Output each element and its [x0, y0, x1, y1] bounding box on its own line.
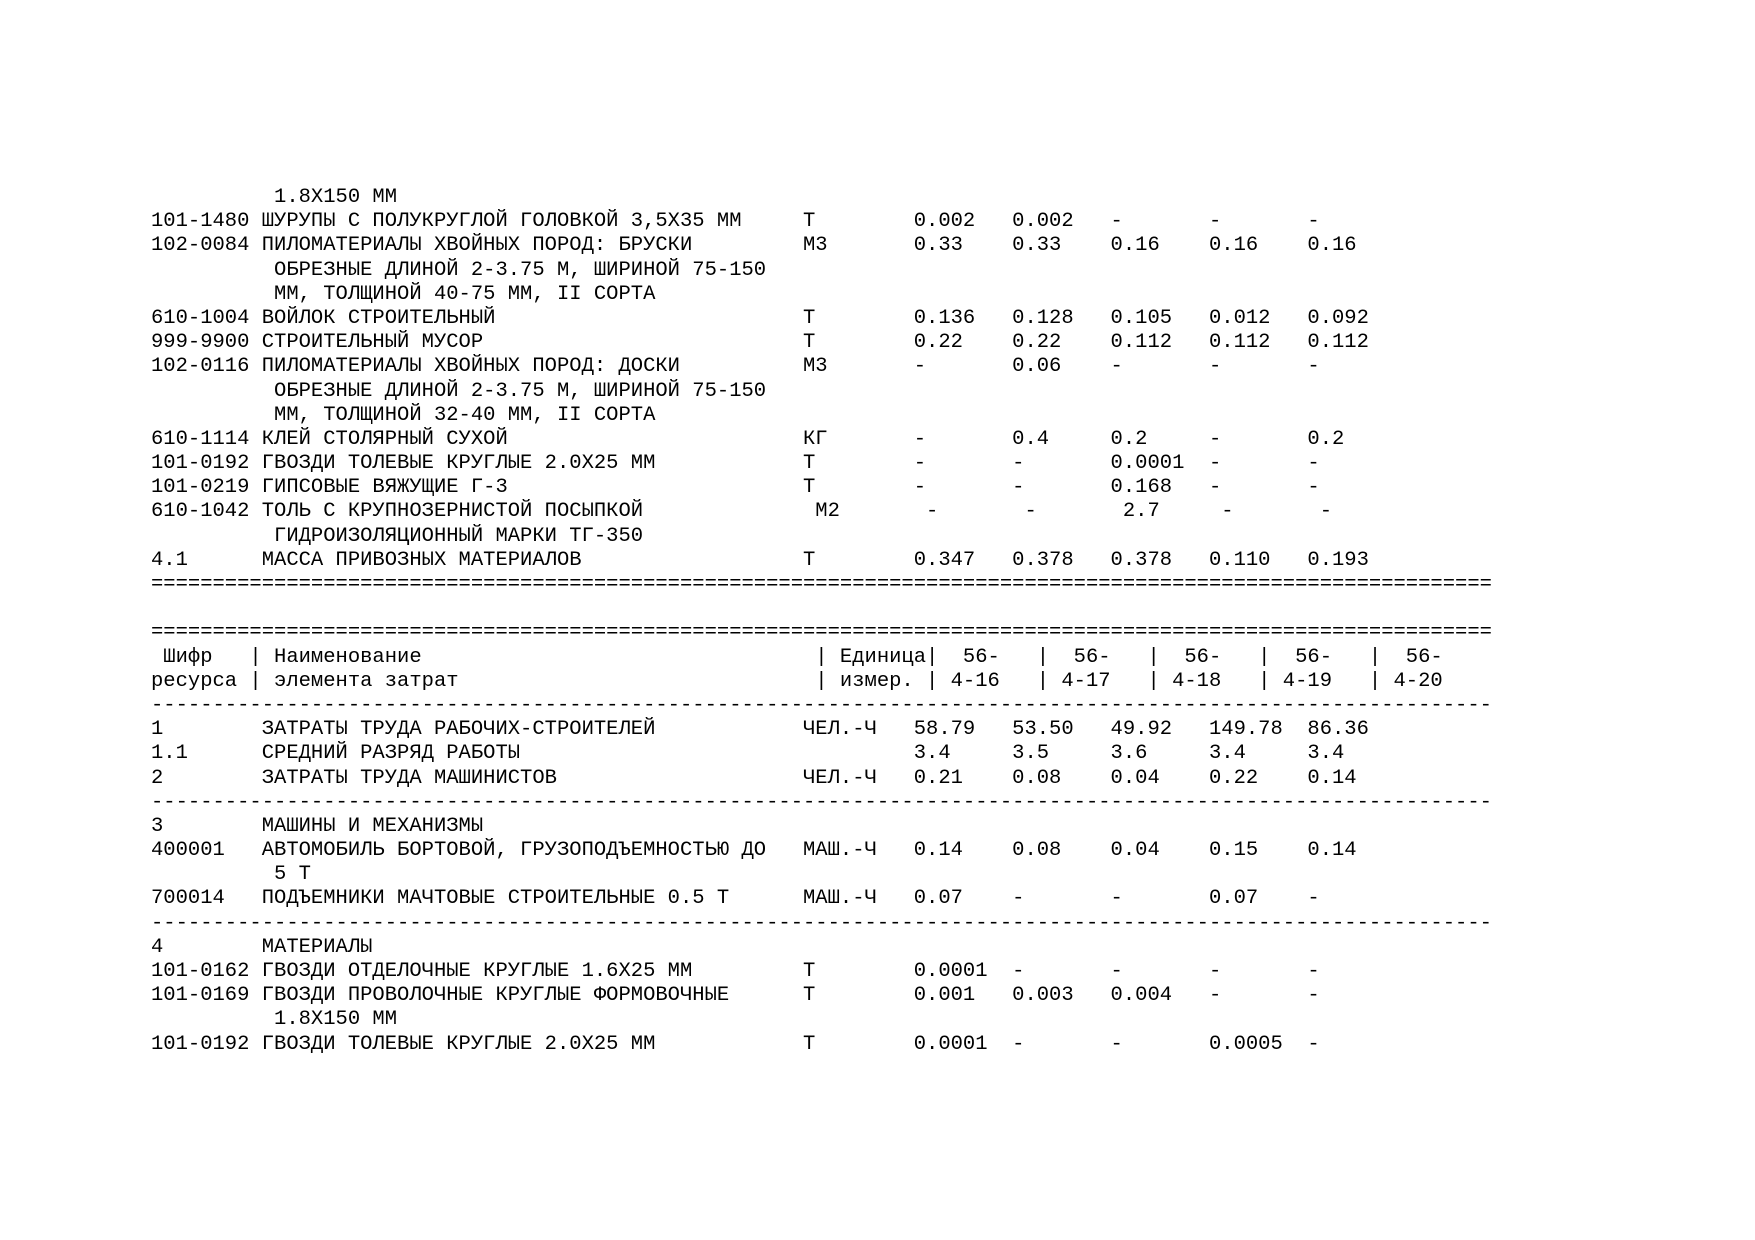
document-line: 1.8X150 ММ	[151, 186, 398, 209]
document-line: 1.8Х150 ММ	[151, 1008, 398, 1032]
document-line: ММ, ТОЛЩИНОЙ 32-40 ММ, II СОРТА	[151, 403, 656, 427]
document-line: 3 МАШИНЫ И МЕХАНИЗМЫ	[151, 814, 484, 838]
document-line: 610-1114 КЛЕЙ СТОЛЯРНЫЙ СУХОЙ КГ - 0.4 0.2 - 0.2	[151, 427, 1345, 451]
document-line: 102-0084 ПИЛОМАТЕРИАЛЫ ХВОЙНЫХ ПОРОД: БРУСКИ М3 0.33 0.33 0.16 0.16 0.16	[151, 234, 1357, 258]
document-line: -------------------------------------------------------------------------------------------------------------	[151, 790, 1492, 814]
document-line: 4.1 МАССА ПРИВОЗНЫХ МАТЕРИАЛОВ Т 0.347 0.378 0.378 0.110 0.193	[151, 548, 1369, 572]
document-line: 101-1480 ШУРУПЫ С ПОЛУКРУГЛОЙ ГОЛОВКОЙ 3,5Х35 ММ Т 0.002 0.002 - - -	[151, 210, 1320, 234]
document-line: 101-0169 ГВОЗДИ ПРОВОЛОЧНЫЕ КРУГЛЫЕ ФОРМОВОЧНЫЕ Т 0.001 0.003 0.004 - -	[151, 984, 1320, 1008]
document-line: 610-1004 ВОЙЛОК СТРОИТЕЛЬНЫЙ Т 0.136 0.128 0.105 0.012 0.092	[151, 306, 1369, 330]
document-line: 999-9900 СТРОИТЕЛЬНЫЙ МУСОР Т 0.22 0.22 0.112 0.112 0.112	[151, 331, 1369, 355]
document-line: 2 ЗАТРАТЫ ТРУДА МАШИНИСТОВ ЧЕЛ.-Ч 0.21 0.08 0.04 0.22 0.14	[151, 766, 1357, 790]
document-line: -------------------------------------------------------------------------------------------------------------	[151, 911, 1492, 935]
document-line: ОБРЕЗНЫЕ ДЛИНОЙ 2-3.75 М, ШИРИНОЙ 75-150	[151, 379, 767, 403]
document-line: =============================================================================================================	[151, 573, 1492, 596]
document-line: 101-0192 ГВОЗДИ ТОЛЕВЫЕ КРУГЛЫЕ 2.0Х25 ММ Т 0.0001 - - 0.0005 -	[151, 1032, 1320, 1056]
document-line: =============================================================================================================	[151, 621, 1492, 645]
document-line: 4 МАТЕРИАЛЫ	[151, 935, 373, 959]
document-line: 101-0219 ГИПСОВЫЕ ВЯЖУЩИЕ Г-3 Т - - 0.168 - -	[151, 476, 1320, 500]
document-line: ОБРЕЗНЫЕ ДЛИНОЙ 2-3.75 М, ШИРИНОЙ 75-150	[151, 258, 767, 282]
document-page	[151, 186, 1492, 1057]
document-line: ГИДРОИЗОЛЯЦИОННЫЙ МАРКИ ТГ-350	[151, 524, 644, 548]
document-line: Шифр | Наименование | Единица| 56- | 56- | 56- | 56- | 56-	[151, 645, 1443, 669]
document-line: 700014 ПОДЪЕМНИКИ МАЧТОВЫЕ СТРОИТЕЛЬНЫЕ 0.5 Т МАШ.-Ч 0.07 - - 0.07 -	[151, 887, 1320, 911]
document-line: 1.1 СРЕДНИЙ РАЗРЯД РАБОТЫ 3.4 3.5 3.6 3.4 3.4	[151, 742, 1345, 766]
document-line: 101-0192 ГВОЗДИ ТОЛЕВЫЕ КРУГЛЫЕ 2.0Х25 ММ Т - - 0.0001 - -	[151, 452, 1320, 476]
document-line	[151, 597, 1492, 621]
document-line: ресурса | элемента затрат | измер. | 4-16 | 4-17 | 4-18 | 4-19 | 4-20	[151, 669, 1443, 693]
document-line: 5 Т	[151, 863, 311, 887]
document-line: ММ, ТОЛЩИНОЙ 40-75 ММ, II СОРТА	[151, 282, 656, 306]
document-line: 1 ЗАТРАТЫ ТРУДА РАБОЧИХ-СТРОИТЕЛЕЙ ЧЕЛ.-Ч 58.79 53.50 49.92 149.78 86.36	[151, 718, 1369, 742]
document-line: 102-0116 ПИЛОМАТЕРИАЛЫ ХВОЙНЫХ ПОРОД: ДОСКИ М3 - 0.06 - - -	[151, 355, 1320, 379]
document-line: -------------------------------------------------------------------------------------------------------------	[151, 693, 1492, 717]
document-line: 610-1042 ТОЛЬ С КРУПНОЗЕРНИСТОЙ ПОСЫПКОЙ М2 - - 2.7 - -	[151, 500, 1332, 524]
document-line: 101-0162 ГВОЗДИ ОТДЕЛОЧНЫЕ КРУГЛЫЕ 1.6Х25 ММ Т 0.0001 - - - -	[151, 960, 1320, 983]
document-line: 400001 АВТОМОБИЛЬ БОРТОВОЙ, ГРУЗОПОДЪЕМНОСТЬЮ ДО МАШ.-Ч 0.14 0.08 0.04 0.15 0.14	[151, 839, 1357, 863]
